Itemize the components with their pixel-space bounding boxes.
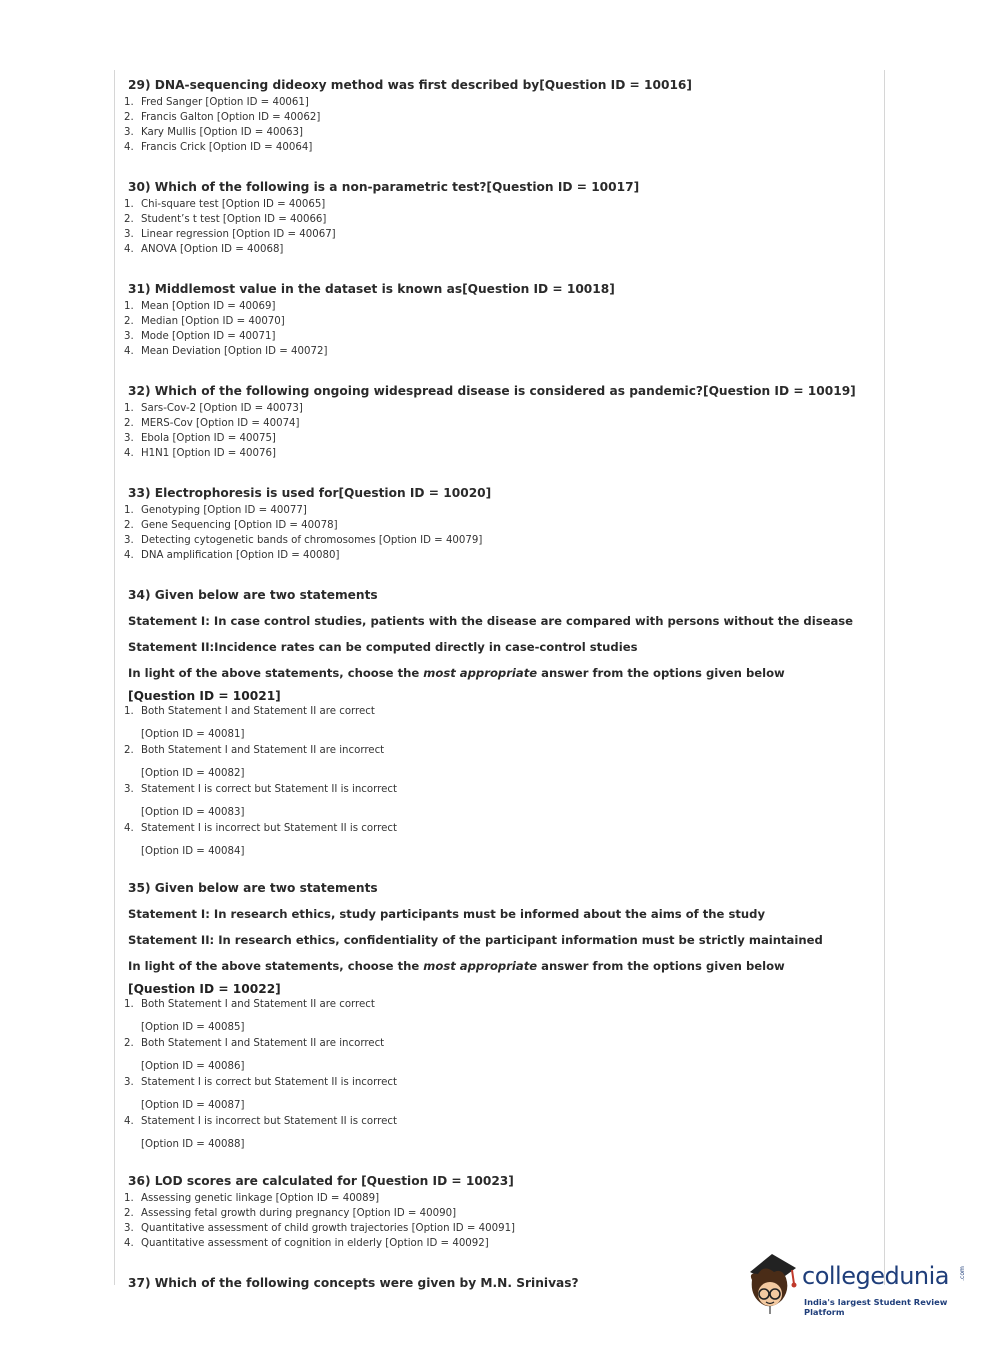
option-text: Gene Sequencing [Option ID = 40078] <box>141 520 338 531</box>
option-number: 3. <box>124 331 134 342</box>
logo-tagline: India's largest Student Review Platform <box>804 1297 948 1317</box>
option-item <box>124 446 864 461</box>
option-text: Student’s t test [Option ID = 40066] <box>141 214 327 225</box>
question-id: [Question ID = 10022] <box>128 982 281 996</box>
options-list <box>124 95 864 155</box>
option-item <box>124 1221 864 1236</box>
option-id: [Option ID = 40083] <box>141 807 245 818</box>
option-item <box>124 431 864 446</box>
option-number: 3. <box>124 1077 134 1088</box>
option-text: ANOVA [Option ID = 40068] <box>141 244 284 255</box>
option-text: H1N1 [Option ID = 40076] <box>141 448 276 459</box>
option-number: 3. <box>124 1223 134 1234</box>
option-number: 4. <box>124 1116 134 1127</box>
logo-wordmark: collegedunia <box>802 1262 950 1290</box>
question-id: [Question ID = 10021] <box>128 689 281 703</box>
option-number: 2. <box>124 316 134 327</box>
option-number: 4. <box>124 244 134 255</box>
question-paper <box>124 76 864 1315</box>
option-number: 1. <box>124 97 134 108</box>
option-text: Median [Option ID = 40070] <box>141 316 285 327</box>
logo-suffix: .com <box>958 1266 966 1281</box>
option-number: 2. <box>124 1038 134 1049</box>
option-text: Both Statement I and Statement II are correct <box>141 999 375 1010</box>
option-number: 2. <box>124 745 134 756</box>
question-title: 35) Given below are two statements <box>128 881 378 895</box>
option-text: Both Statement I and Statement II are incorrect <box>141 1038 385 1049</box>
question-title: 29) DNA-sequencing dideoxy method was first described by[Question ID = 10016] <box>128 78 692 92</box>
option-item <box>124 1236 864 1251</box>
option-item <box>124 344 864 359</box>
question-29 <box>124 76 864 155</box>
option-text: Statement I is correct but Statement II is incorrect <box>141 1077 397 1088</box>
question-title: 30) Which of the following is a non-parametric test?[Question ID = 10017] <box>128 180 640 194</box>
question-30 <box>124 178 864 257</box>
option-item <box>124 329 864 344</box>
page-border-left <box>114 70 115 1285</box>
option-item <box>124 110 864 125</box>
option-item <box>124 416 864 431</box>
option-text: Assessing fetal growth during pregnancy [Option ID = 40090] <box>141 1208 457 1219</box>
option-item <box>124 782 864 820</box>
instruction-post: answer from the options given below <box>537 959 785 973</box>
instruction-pre: In light of the above statements, choose the <box>128 959 424 973</box>
option-item <box>124 242 864 257</box>
option-number: 1. <box>124 706 134 717</box>
options-list <box>124 197 864 257</box>
option-number: 1. <box>124 505 134 516</box>
option-text: Ebola [Option ID = 40075] <box>141 433 276 444</box>
option-text: Linear regression [Option ID = 40067] <box>141 229 336 240</box>
option-number: 1. <box>124 199 134 210</box>
option-text: MERS-Cov [Option ID = 40074] <box>141 418 300 429</box>
option-item <box>124 548 864 563</box>
option-id: [Option ID = 40087] <box>141 1100 245 1111</box>
option-number: 2. <box>124 520 134 531</box>
statement-2: Statement II:Incidence rates can be computed directly in case-control studies <box>128 640 638 654</box>
instruction-pre: In light of the above statements, choose the <box>128 666 424 680</box>
option-number: 4. <box>124 1238 134 1249</box>
option-number: 4. <box>124 346 134 357</box>
instruction-post: answer from the options given below <box>537 666 785 680</box>
option-number: 4. <box>124 142 134 153</box>
option-number: 2. <box>124 1208 134 1219</box>
page-border-right <box>884 70 885 1285</box>
instruction <box>128 953 864 979</box>
instruction-emphasis: most appropriate <box>423 959 538 973</box>
option-text: Statement I is correct but Statement II is incorrect <box>141 784 397 795</box>
option-text: Statement I is incorrect but Statement II is correct <box>141 823 397 834</box>
option-item <box>124 197 864 212</box>
option-text: Both Statement I and Statement II are correct <box>141 706 375 717</box>
option-number: 3. <box>124 535 134 546</box>
question-31 <box>124 280 864 359</box>
option-number: 1. <box>124 403 134 414</box>
statement-1: Statement I: In case control studies, patients with the disease are compared with persons without the disease <box>128 614 854 628</box>
option-item <box>124 1114 864 1152</box>
option-text: Quantitative assessment of cognition in elderly [Option ID = 40092] <box>141 1238 489 1249</box>
option-item <box>124 821 864 859</box>
option-text: Sars-Cov-2 [Option ID = 40073] <box>141 403 303 414</box>
option-number: 4. <box>124 823 134 834</box>
option-text: Detecting cytogenetic bands of chromosomes [Option ID = 40079] <box>141 535 483 546</box>
question-title: 33) Electrophoresis is used for[Question ID = 10020] <box>128 486 492 500</box>
collegedunia-logo[interactable] <box>742 1250 972 1316</box>
option-item <box>124 314 864 329</box>
option-item <box>124 299 864 314</box>
option-number: 3. <box>124 229 134 240</box>
question-34 <box>124 586 864 859</box>
instruction-emphasis: most appropriate <box>423 666 538 680</box>
option-text: Assessing genetic linkage [Option ID = 40089] <box>141 1193 380 1204</box>
option-item <box>124 1036 864 1074</box>
option-item <box>124 743 864 781</box>
option-id: [Option ID = 40084] <box>141 846 245 857</box>
option-id: [Option ID = 40081] <box>141 729 245 740</box>
option-text: Kary Mullis [Option ID = 40063] <box>141 127 303 138</box>
question-33 <box>124 484 864 563</box>
option-item <box>124 1075 864 1113</box>
statement-2: Statement II: In research ethics, confidentiality of the participant information must be strictly maintained <box>128 933 823 947</box>
options-list <box>124 997 864 1152</box>
question-title: 37) Which of the following concepts were given by M.N. Srinivas? <box>128 1276 579 1290</box>
options-list <box>124 704 864 859</box>
question-title: 32) Which of the following ongoing widespread disease is considered as pandemic?[Question ID = 10019] <box>128 384 856 398</box>
option-text: Both Statement I and Statement II are incorrect <box>141 745 385 756</box>
option-id: [Option ID = 40086] <box>141 1061 245 1072</box>
option-item <box>124 212 864 227</box>
option-item <box>124 704 864 742</box>
option-number: 3. <box>124 784 134 795</box>
question-title: 36) LOD scores are calculated for [Question ID = 10023] <box>128 1174 514 1188</box>
option-text: DNA amplification [Option ID = 40080] <box>141 550 340 561</box>
option-number: 1. <box>124 1193 134 1204</box>
option-text: Fred Sanger [Option ID = 40061] <box>141 97 309 108</box>
question-32 <box>124 382 864 461</box>
option-number: 1. <box>124 301 134 312</box>
option-item <box>124 125 864 140</box>
options-list <box>124 1191 864 1251</box>
option-item <box>124 140 864 155</box>
option-number: 2. <box>124 112 134 123</box>
option-number: 3. <box>124 433 134 444</box>
option-item <box>124 1206 864 1221</box>
option-item <box>124 997 864 1035</box>
options-list <box>124 299 864 359</box>
option-text: Chi-square test [Option ID = 40065] <box>141 199 326 210</box>
option-number: 3. <box>124 127 134 138</box>
question-title: 34) Given below are two statements <box>128 588 378 602</box>
option-text: Mean Deviation [Option ID = 40072] <box>141 346 328 357</box>
option-id: [Option ID = 40082] <box>141 768 245 779</box>
options-list <box>124 503 864 563</box>
question-36 <box>124 1172 864 1251</box>
option-text: Francis Crick [Option ID = 40064] <box>141 142 313 153</box>
option-item <box>124 401 864 416</box>
option-number: 1. <box>124 999 134 1010</box>
option-item <box>124 227 864 242</box>
option-item <box>124 1191 864 1206</box>
option-text: Genotyping [Option ID = 40077] <box>141 505 307 516</box>
option-text: Mode [Option ID = 40071] <box>141 331 276 342</box>
option-text: Quantitative assessment of child growth trajectories [Option ID = 40091] <box>141 1223 516 1234</box>
option-number: 2. <box>124 214 134 225</box>
question-35 <box>124 879 864 1152</box>
option-number: 4. <box>124 550 134 561</box>
option-number: 4. <box>124 448 134 459</box>
option-text: Statement I is incorrect but Statement II is correct <box>141 1116 397 1127</box>
option-text: Mean [Option ID = 40069] <box>141 301 276 312</box>
option-item <box>124 503 864 518</box>
instruction <box>128 660 864 686</box>
statement-1: Statement I: In research ethics, study participants must be informed about the aims of the study <box>128 907 765 921</box>
option-item <box>124 533 864 548</box>
options-list <box>124 401 864 461</box>
question-title: 31) Middlemost value in the dataset is known as[Question ID = 10018] <box>128 282 615 296</box>
option-id: [Option ID = 40088] <box>141 1139 245 1150</box>
mascot-icon <box>742 1250 802 1316</box>
option-id: [Option ID = 40085] <box>141 1022 245 1033</box>
option-item <box>124 95 864 110</box>
option-item <box>124 518 864 533</box>
option-number: 2. <box>124 418 134 429</box>
option-text: Francis Galton [Option ID = 40062] <box>141 112 321 123</box>
